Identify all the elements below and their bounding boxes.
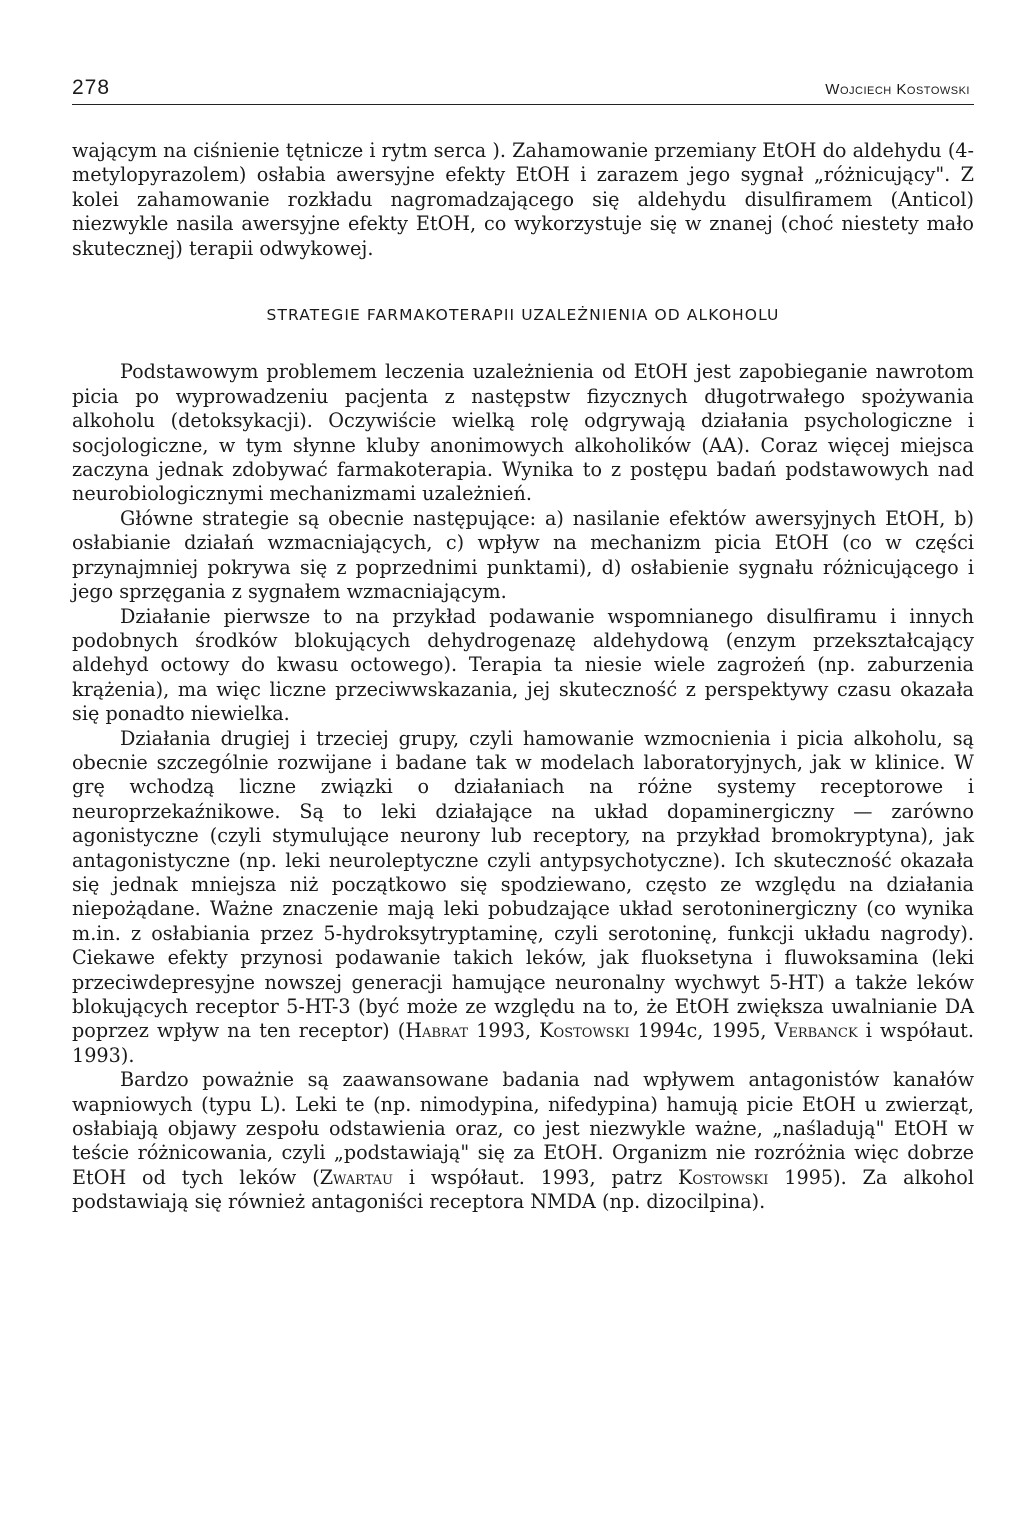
text-run: Działania drugiej i trzeciej grupy, czyli hamowanie wzmocnienia i picia alkoholu, są obecnie szczególnie rozwijane i badane tak w modelach laboratoryjnych, jak w klinice. W grę wchodzą liczne związki o działaniach na różne systemy receptorowe i neuroprzekaźnikowe. Są to leki działające na układ dopaminergiczny — zarówno agonistyczne (czyli stymulujące neurony lub receptory, na przykład bromokryptyna), jak antagonistyczne (np. leki neuroleptyczne czyli antypsychotyczne). Ich skuteczność okazała się jednak mniejsza niż początkowo się spodziewano, często ze względu na działania niepożądane. Ważne znaczenie mają leki pobudzające układ serotoninergiczny (co wynika m.in. z osłabiania przez 5-hydroksytryptaminę, czyli serotoninę, funkcji układu nagrody). Ciekawe efekty przynosi podawanie takich leków, jak fluoksetyna i fluwoksamina (leki przeciwdepresyjne nowszej generacji hamujące neuronalny wychwyt 5-HT) a także leków blokujących receptor 5-HT-3 (być może ze względu na to, że EtOH zwiększa uwalnianie DA poprzez wpływ na ten receptor) ( <box>72 726 974 1043</box>
section-heading: STRATEGIE FARMAKOTERAPII UZALEŻNIENIA OD ALKOHOLU <box>266 306 780 325</box>
body-text <box>72 139 974 1215</box>
text-run: 1993, <box>468 1019 540 1043</box>
paragraph: Działanie pierwsze to na przykład podawanie wspomnianego disulfiramu i innych podobnych środków blokujących dehydrogenazę aldehydową (enzym przekształcający aldehyd octowy do kwasu octowego). Terapia ta niesie wiele zagrożeń (np. zaburzenia krążenia), ma więc liczne przeciwwskazania, jej skuteczność z perspektywy czasu okazała się ponadto niewielka. <box>72 604 974 726</box>
citation-author: Kostowski <box>678 1165 769 1189</box>
page <box>72 76 974 1215</box>
citation-author: Habrat <box>405 1019 469 1043</box>
paragraph <box>72 1068 974 1214</box>
running-head-author: Wojciech Kostowski <box>825 81 970 98</box>
running-head <box>72 76 974 105</box>
text-run: i współaut. 1993). <box>72 1019 974 1067</box>
text-run: 1994c, 1995, <box>629 1019 775 1043</box>
citation-author: Kostowski <box>539 1019 630 1043</box>
page-number: 278 <box>72 76 111 99</box>
paragraph: Główne strategie są obecnie następujące: a) nasilanie efektów awersyjnych EtOH, b) osłabianie działań wzmacniających, c) wpływ na mechanizm picia EtOH (co w części przynajmniej pokrywa się z poprzednimi punktami), d) osłabienie sygnału różnicującego i jego sprzęgania z sygnałem wzmacniającym. <box>72 506 974 604</box>
text-run: 1995). Za alkohol podstawiają się również antagoniści receptora NMDA (np. dizocilpina). <box>72 1165 974 1214</box>
paragraph: Podstawowym problemem leczenia uzależnienia od EtOH jest zapobieganie nawrotom picia po wyprowadzeniu pacjenta z następstw fizycznych długotrwałego spożywania alkoholu (detoksykacji). Oczywiście wielką rolę odgrywają działania psychologiczne i socjologiczne, w tym słynne kluby anonimowych alkoholików (AA). Coraz więcej miejsca zaczyna jednak zdobywać farmakoterapia. Wynika to z postępu badań podstawowych nad neurobiologicznymi mechanizmami uzależnień. <box>72 360 974 506</box>
text-run: Bardzo poważnie są zaawansowane badania nad wpływem antagonistów kanałów wapniowych (typu L). Leki te (np. nimodypina, nifedypina) hamują picie EtOH u zwierząt, osłabiają objawy zespołu odstawienia oraz, co jest niezwykle ważne, „naśladują" EtOH w teście różnicowania, czyli „podstawiają" się za EtOH. Organizm nie rozróżnia więc dobrze EtOH od tych leków ( <box>72 1068 974 1189</box>
citation-author: Zwartau <box>319 1165 394 1189</box>
citation-author: Verbanck <box>774 1019 858 1043</box>
paragraph-continued: wającym na ciśnienie tętnicze i rytm serca ). Zahamowanie przemiany EtOH do aldehydu (4-metylopyrazolem) osłabia awersyjne efekty EtOH i zarazem jego sygnał „różnicujący". Z kolei zahamowanie rozkładu nagromadzającego się aldehydu disulfiramem (Anticol) niezwykle nasila awersyjne efekty EtOH, co wykorzystuje się w znanej (choć niestety mało skutecznej) terapii odwykowej. <box>72 139 974 260</box>
paragraph <box>72 727 974 1069</box>
text-run: i współaut. 1993, patrz <box>393 1165 679 1189</box>
